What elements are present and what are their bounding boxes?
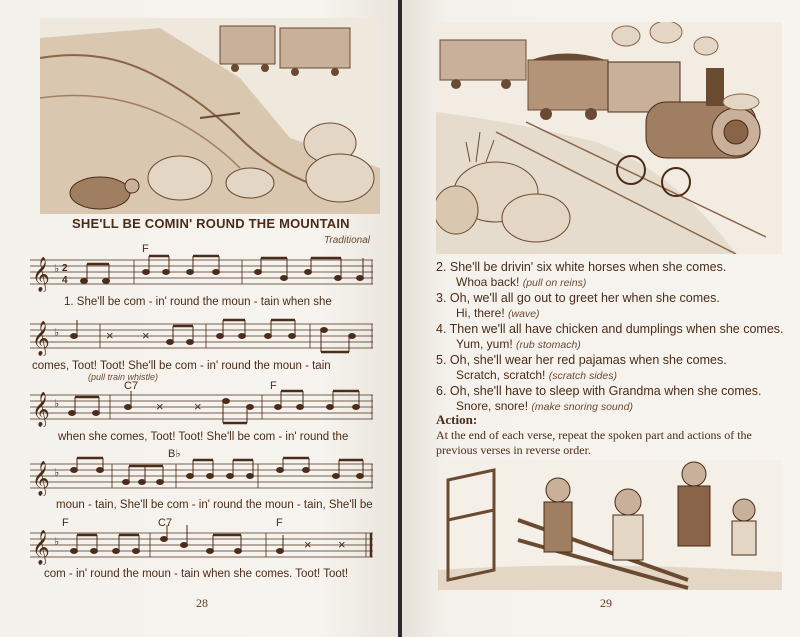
page-number-left: 28 xyxy=(196,596,208,610)
time-sig-bottom: 4 xyxy=(62,275,68,286)
svg-text:♭: ♭ xyxy=(54,536,60,548)
svg-text:𝄞: 𝄞 xyxy=(32,393,50,426)
action-text: At the end of each verse, repeat the spoken part and actions of the previous verses in reverse order. xyxy=(436,428,752,457)
lyric-note: (pull train whistle) xyxy=(88,372,159,382)
svg-text:×: × xyxy=(142,328,150,343)
svg-text:𝄞: 𝄞 xyxy=(32,462,50,495)
right-page xyxy=(402,0,800,637)
lyric-line-3: when she comes, Toot! Toot! She'll be com - in' round the xyxy=(58,431,349,443)
verse-2-text: 2. She'll be drivin' six white horses when she comes. xyxy=(436,260,727,274)
time-sig-top: 2 xyxy=(62,263,68,274)
svg-text:𝄞: 𝄞 xyxy=(32,322,50,355)
verse-6-spoken xyxy=(436,399,786,415)
lyric-line-4: moun - tain, She'll be com - in' round the moun - tain, She'll be xyxy=(56,499,373,511)
verse-6-spoken-words: Snore, snore! xyxy=(456,399,529,413)
chord-f-3: F xyxy=(62,517,69,529)
chord-bflat: B♭ xyxy=(168,448,181,460)
svg-text:×: × xyxy=(156,399,164,414)
verse-5-action: (scratch sides) xyxy=(548,370,617,382)
mountain-tortoise-illustration xyxy=(40,18,380,214)
svg-text:♭: ♭ xyxy=(54,398,60,410)
chord-f-2: F xyxy=(270,380,277,392)
verse-6-text: 6. Oh, she'll have to sleep with Grandma when she comes. xyxy=(436,384,762,398)
verse-4-text: 4. Then we'll all have chicken and dumplings when she comes. xyxy=(436,322,784,336)
verses-list xyxy=(436,260,786,415)
lyric-line-5: com - in' round the moun - tain when she comes. Toot! Toot! xyxy=(44,568,349,580)
song-title: SHE'LL BE COMIN' ROUND THE MOUNTAIN xyxy=(72,216,350,231)
action-heading: Action: xyxy=(436,412,478,427)
svg-text:×: × xyxy=(194,399,202,414)
svg-text:×: × xyxy=(106,328,114,343)
train-illustration xyxy=(436,22,782,254)
verse-2-spoken-words: Whoa back! xyxy=(456,275,520,289)
lyric-line-1: 1. She'll be com - in' round the moun - tain when she xyxy=(64,296,332,308)
music-staff-4 xyxy=(30,456,373,496)
verse-3-action: (wave) xyxy=(508,308,540,320)
left-page xyxy=(0,0,398,637)
svg-text:♭: ♭ xyxy=(54,467,60,479)
chord-c7-2: C7 xyxy=(158,517,173,529)
svg-text:♭: ♭ xyxy=(54,327,60,339)
verse-5-text: 5. Oh, she'll wear her red pajamas when she comes. xyxy=(436,353,727,367)
song-credit: Traditional xyxy=(324,235,370,246)
verse-2-spoken xyxy=(436,275,786,291)
children-waving-illustration xyxy=(438,460,782,590)
verse-3-text: 3. Oh, we'll all go out to greet her when she comes. xyxy=(436,291,720,305)
verse-5-spoken-words: Scratch, scratch! xyxy=(456,368,546,382)
svg-text:♭: ♭ xyxy=(54,263,60,275)
svg-text:×: × xyxy=(338,537,346,552)
verse-3-spoken-words: Hi, there! xyxy=(456,306,505,320)
verse-6-action: (make snoring sound) xyxy=(531,401,633,413)
verse-2-action: (pull on reins) xyxy=(522,277,587,289)
svg-text:𝄞: 𝄞 xyxy=(32,258,50,291)
music-staff-2 xyxy=(30,316,373,356)
page-number-right: 29 xyxy=(600,596,612,610)
chord-c7-1: C7 xyxy=(124,380,139,392)
svg-text:×: × xyxy=(304,537,312,552)
svg-text:𝄞: 𝄞 xyxy=(32,531,50,564)
verse-5-spoken xyxy=(436,368,786,384)
chord-f-1: F xyxy=(142,243,149,255)
chord-f-4: F xyxy=(276,517,283,529)
verse-4-action: (rub stomach) xyxy=(516,339,581,351)
lyric-line-2: comes, Toot! Toot! She'll be com - in' round the moun - tain xyxy=(32,360,331,372)
verse-4-spoken xyxy=(436,337,786,353)
verse-4-spoken-words: Yum, yum! xyxy=(456,337,513,351)
music-staff-5 xyxy=(30,525,373,565)
music-staff-1 xyxy=(30,252,373,292)
verse-3-spoken xyxy=(436,306,786,322)
music-staff-3 xyxy=(30,387,373,427)
